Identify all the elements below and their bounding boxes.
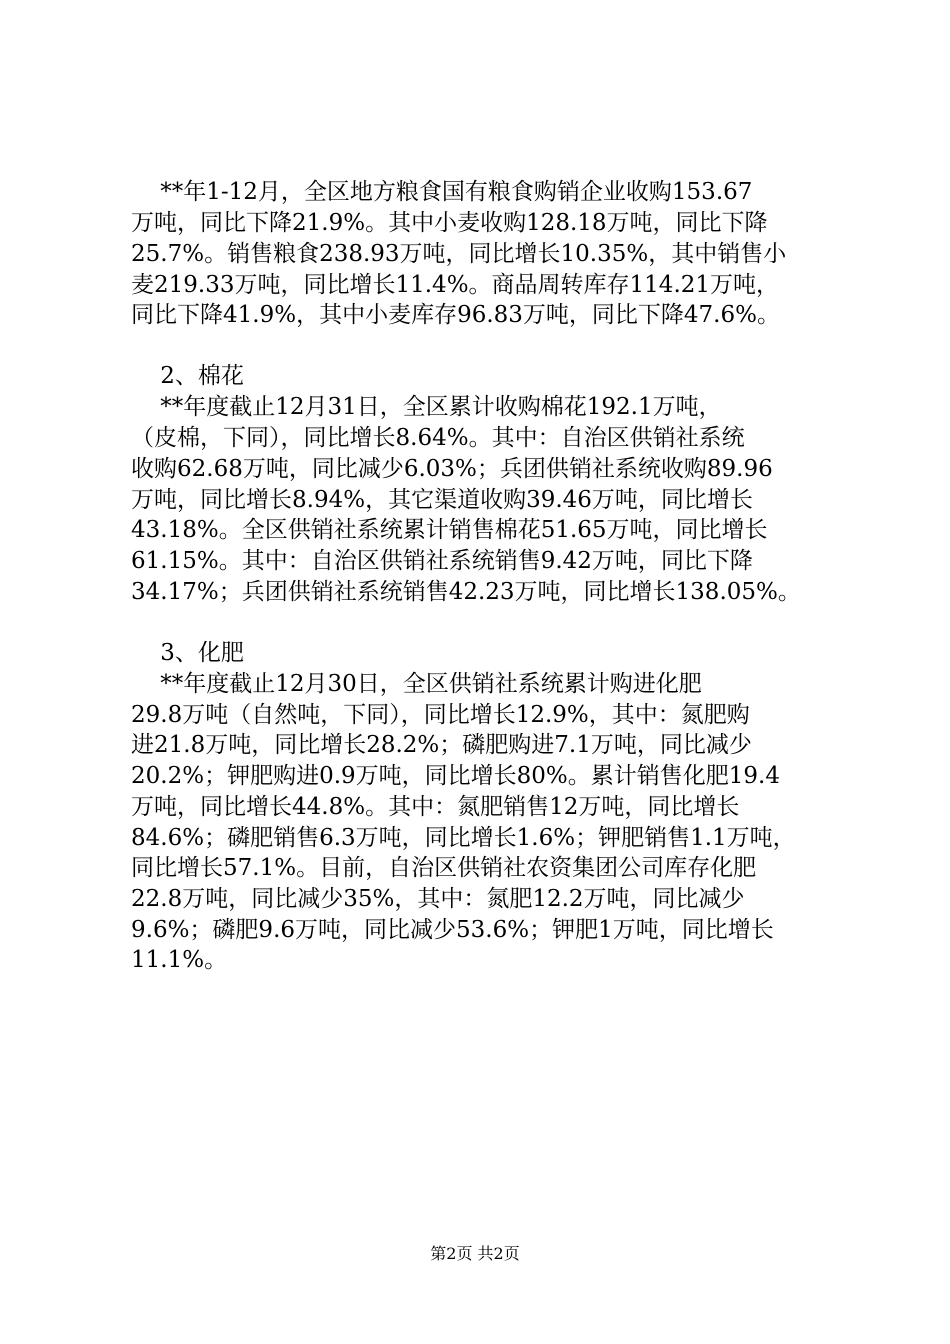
text-line: 43.18%。全区供销社系统累计销售棉花51.65万吨，同比增长 <box>131 517 768 543</box>
section-heading-cotton: 2、棉花 <box>131 363 244 389</box>
text-line: 22.8万吨，同比减少35%，其中：氮肥12.2万吨，同比减少 <box>131 886 745 912</box>
text-line: 收购62.68万吨，同比减少6.03%；兵团供销社系统收购89.96 <box>131 456 773 482</box>
text-line: 万吨，同比下降21.9%。其中小麦收购128.18万吨，同比下降 <box>131 210 768 236</box>
page-footer: 第2页 共2页 <box>430 1244 520 1263</box>
text-line: （皮棉，下同），同比增长8.64%。其中：自治区供销社系统 <box>131 425 745 451</box>
text-line: 20.2%；钾肥购进0.9万吨，同比增长80%。累计销售化肥19.4 <box>131 763 780 789</box>
text-line: **年度截止12月31日，全区累计收购棉花192.1万吨， <box>131 394 722 420</box>
text-line: 麦219.33万吨，同比增长11.4%。商品周转库存114.21万吨， <box>131 272 780 298</box>
text-line: 9.6%；磷肥9.6万吨，同比减少53.6%；钾肥1万吨，同比增长 <box>131 917 774 943</box>
text-line: **年1-12月，全区地方粮食国有粮食购销企业收购153.67 <box>131 179 753 205</box>
text-line: 34.17%；兵团供销社系统销售42.23万吨，同比增长138.05%。 <box>131 579 801 605</box>
text-line: 进21.8万吨，同比增长28.2%；磷肥购进7.1万吨，同比减少 <box>131 732 752 758</box>
text-line: 61.15%。其中：自治区供销社系统销售9.42万吨，同比下降 <box>131 548 753 574</box>
text-line: 同比下降41.9%，其中小麦库存96.83万吨，同比下降47.6%。 <box>131 302 780 328</box>
text-line: 25.7%。销售粮食238.93万吨，同比增长10.35%，其中销售小 <box>131 241 787 267</box>
text-line: 万吨，同比增长8.94%，其它渠道收购39.46万吨，同比增长 <box>131 487 753 513</box>
text-line: 11.1%。 <box>131 947 228 973</box>
text-line: 84.6%；磷肥销售6.3万吨，同比增长1.6%；钾肥销售1.1万吨， <box>131 825 796 851</box>
section-heading-fertilizer: 3、化肥 <box>131 640 244 666</box>
text-line: 万吨，同比增长44.8%。其中：氮肥销售12万吨，同比增长 <box>131 794 740 820</box>
text-line: 29.8万吨（自然吨，下同），同比增长12.9%，其中：氮肥购 <box>131 702 750 728</box>
text-line: **年度截止12月30日，全区供销社系统累计购进化肥 <box>131 671 702 697</box>
text-line: 同比增长57.1%。目前，自治区供销社农资集团公司库存化肥 <box>131 855 757 881</box>
